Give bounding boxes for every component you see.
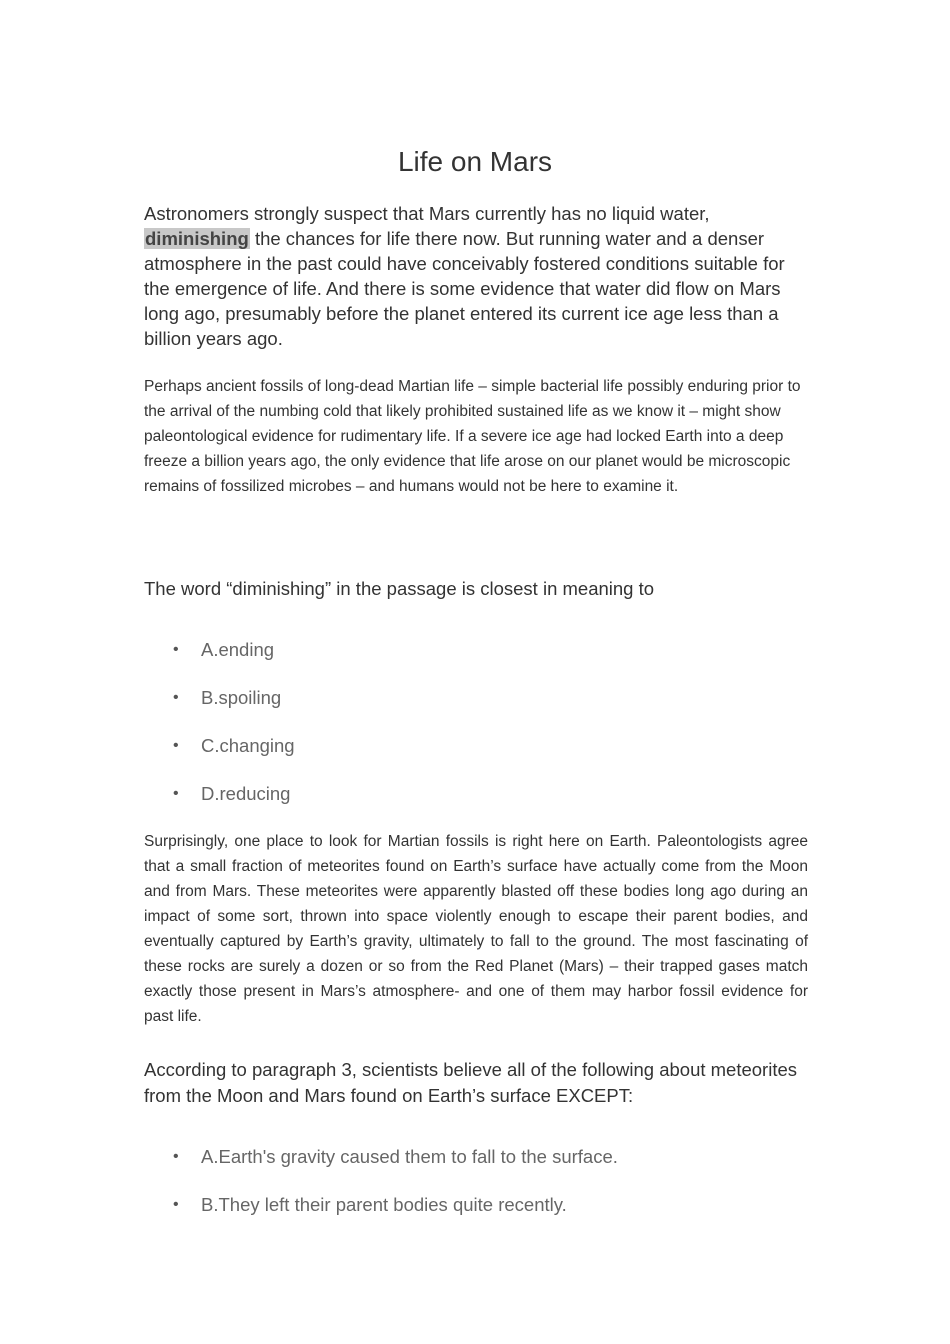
option-q1-a[interactable] — [144, 638, 806, 686]
option-q2-b[interactable] — [144, 1193, 806, 1241]
paragraph-2: Perhaps ancient fossils of long-dead Martian life – simple bacterial life possibly enduring prior to the arrival of the numbing cold that likely prohibited sustained life as we know it – might show paleontological evidence for rudimentary life. If a severe ice age had locked Earth into a deep freeze a billion years ago, the only evidence that life arose on our planet would be microscopic remains of fossilized microbes – and humans would not be here to examine it. — [144, 378, 801, 495]
highlighted-word: diminishing — [145, 228, 249, 249]
option-q1-d[interactable] — [144, 782, 806, 830]
page-title: Life on Mars — [397, 146, 553, 177]
paragraph-1 — [144, 201, 806, 351]
bullet-icon: • — [173, 689, 179, 706]
option-label: A.ending — [201, 639, 275, 660]
option-q1-b[interactable] — [144, 686, 806, 734]
question-2: According to paragraph 3, scientists believe all of the following about meteorites from the Moon and Mars found on Earth’s surface EXCEPT: — [144, 1059, 798, 1106]
question-1: The word “diminishing” in the passage is closest in meaning to — [144, 578, 655, 599]
option-label: B.spoiling — [201, 687, 282, 708]
paragraph-1-after: the chances for life there now. But running water and a denser atmosphere in the past could have conceivably fostered conditions suitable for the emergence of life. And there is some evidence that water did flow on Mars long ago, presumably before the planet entered its current ice age less than a billion years ago. — [144, 228, 785, 349]
bullet-icon: • — [173, 1148, 179, 1165]
question-2-options — [144, 1145, 806, 1241]
option-q2-a[interactable] — [144, 1145, 806, 1193]
paragraph-1-before: Astronomers strongly suspect that Mars currently has no liquid water, — [144, 203, 710, 224]
option-label: B.They left their parent bodies quite recently. — [201, 1194, 567, 1215]
option-label: C.changing — [201, 735, 295, 756]
bullet-icon: • — [173, 1196, 179, 1213]
bullet-icon: • — [173, 737, 179, 754]
paragraph-3: Surprisingly, one place to look for Martian fossils is right here on Earth. Paleontologists agree that a small fraction of meteorites found on Earth’s surface have actually come from the Moon and from Mars. These meteorites were apparently blasted off these bodies long ago during an impact of some sort, thrown into space violently enough to escape their parent bodies, and eventually captured by Earth’s gravity, ultimately to fall to the ground. The most fascinating of these rocks are surely a dozen or so from the Red Planet (Mars) – their trapped gases match exactly those present in Mars’s atmosphere- and one of them may harbor fossil evidence for past life. — [144, 833, 808, 1025]
option-q1-c[interactable] — [144, 734, 806, 782]
option-label: D.reducing — [201, 783, 291, 804]
bullet-icon: • — [173, 785, 179, 802]
bullet-icon: • — [173, 641, 179, 658]
question-1-options — [144, 638, 806, 830]
option-label: A.Earth's gravity caused them to fall to the surface. — [201, 1146, 618, 1167]
